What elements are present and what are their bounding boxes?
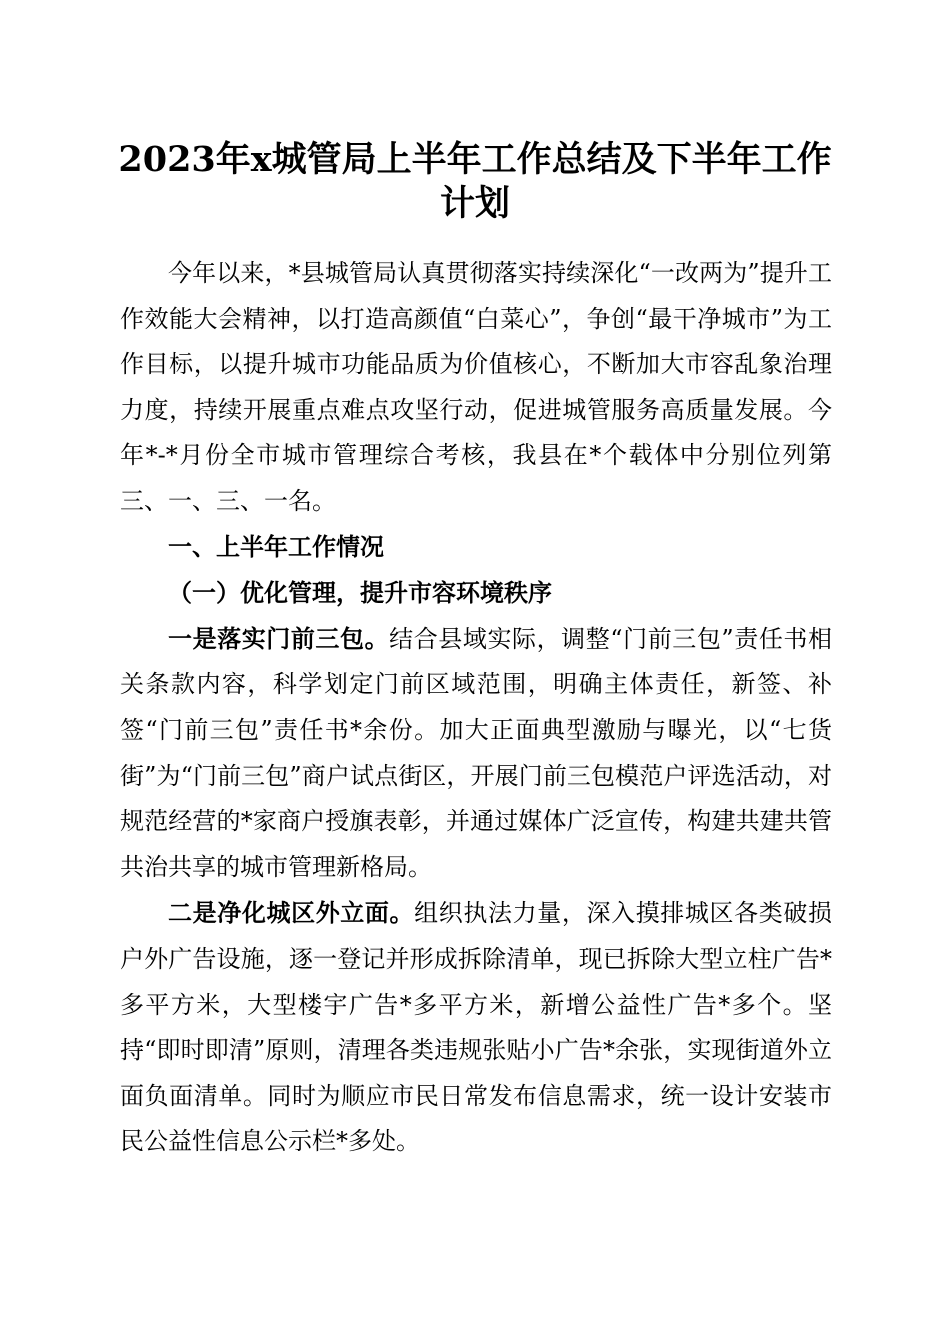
- document-body: [120, 251, 832, 1165]
- item-2-text: 组织执法力量，深入摸排城区各类破损户外广告设施，逐一登记并形成拆除清单，现已拆除大型立柱广告*多平方米，大型楼宇广告*多平方米，新增公益性广告*多个。坚持“即时即清”原则，清理各类违规张贴小广告*余张，实现街道外立面负面清单。同时为顺应市民日常发布信息需求，统一设计安装市民公益性信息公示栏*多处。: [120, 899, 833, 1156]
- document-title: [100, 138, 850, 226]
- subsection-heading-1: （一）优化管理，提升市容环境秩序: [168, 578, 552, 608]
- intro-paragraph: 今年以来，*县城管局认真贯彻落实持续深化“一改两为”提升工作效能大会精神，以打造高颜值“白菜心”，争创“最干净城市”为工作目标，以提升城市功能品质为价值核心，不断加大市容乱象治理力度，持续开展重点难点攻坚行动，促进城管服务高质量发展。今年*-*月份全市城市管理综合考核，我县在*个载体中分别位列第三、一、三、一名。: [120, 259, 832, 515]
- item-1-text: 结合县域实际，调整“门前三包”责任书相关条款内容，科学划定门前区域范围，明确主体责任，新签、补签“门前三包”责任书*余份。加大正面典型激励与曝光，以“七货街”为“门前三包”商户试点街区，开展门前三包模范户评选活动，对规范经营的*家商户授旗表彰，并通过媒体广泛宣传，构建共建共管共治共享的城市管理新格局。: [120, 624, 832, 881]
- item-paragraph-1: [120, 616, 832, 891]
- title-line-2: 计划: [439, 183, 510, 224]
- item-paragraph-2: [120, 890, 832, 1165]
- item-1-lead: 一是落实门前三包。: [168, 623, 390, 653]
- section-heading-1: 一、上半年工作情况: [168, 532, 384, 561]
- item-2-lead: 二是净化城区外立面。: [168, 898, 415, 928]
- title-line-1: 2023年x城管局上半年工作总结及下半年工作: [118, 139, 832, 180]
